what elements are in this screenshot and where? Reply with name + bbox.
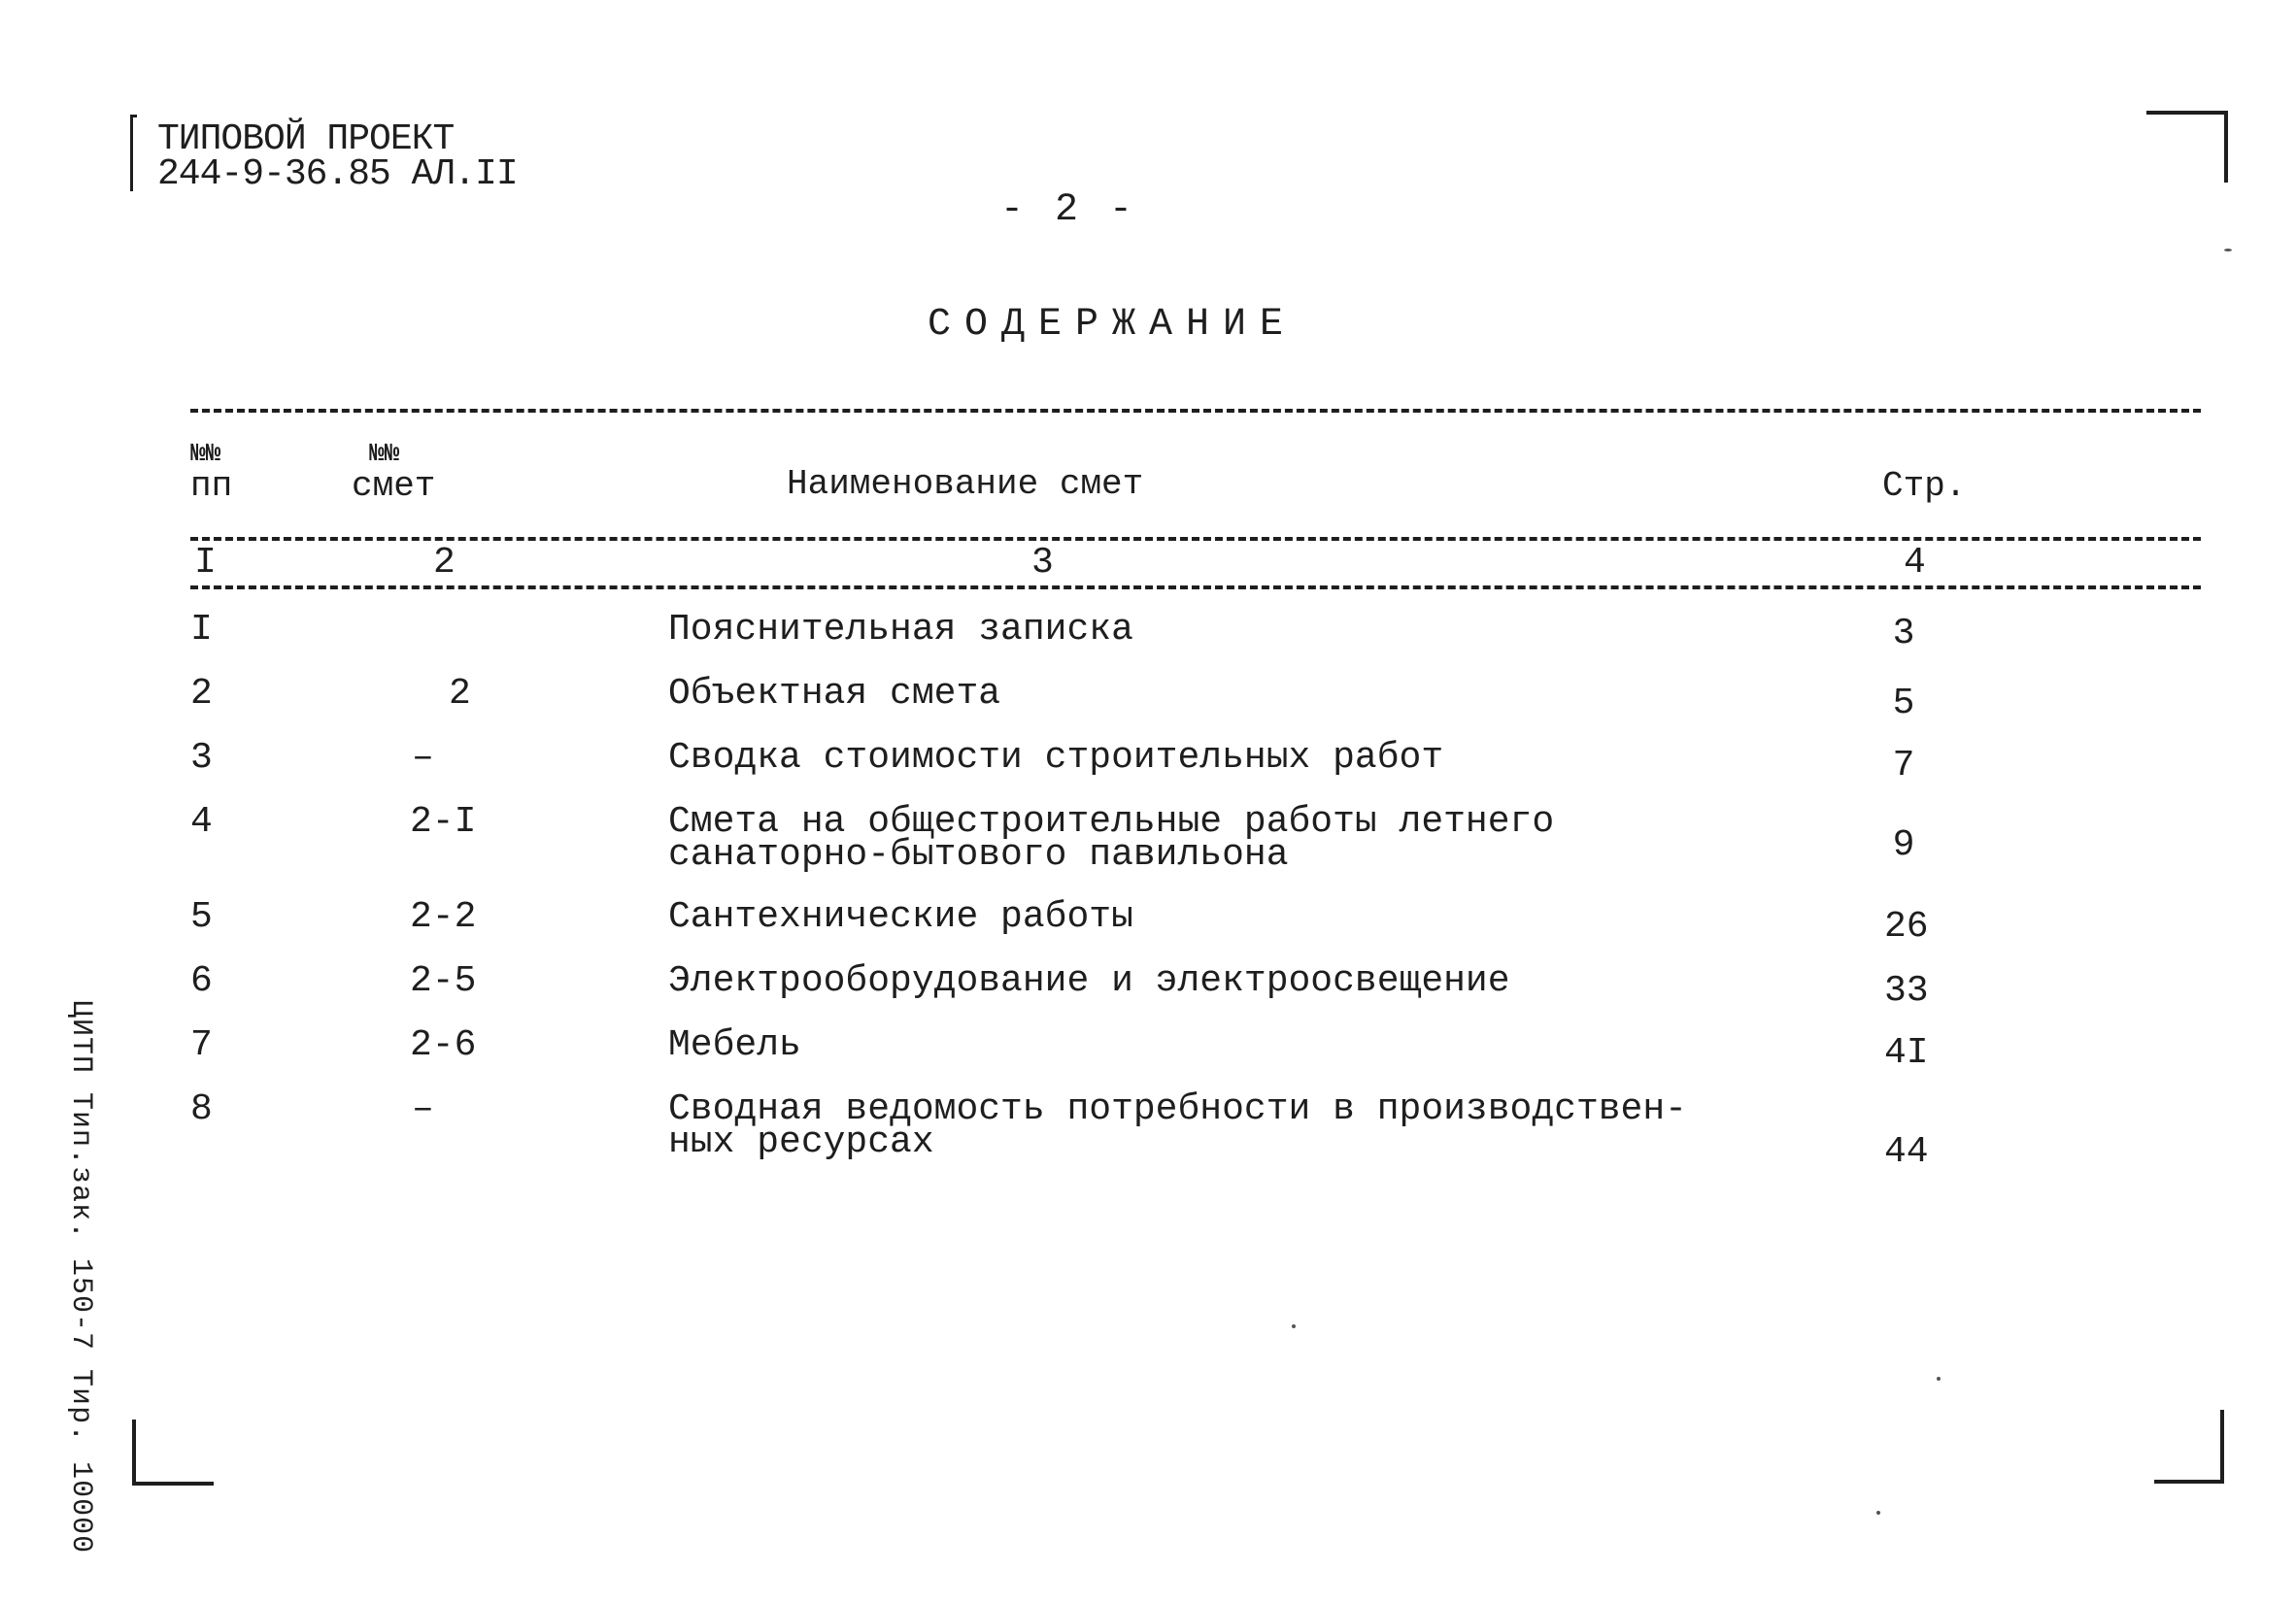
corner-mark-top-right xyxy=(2146,111,2228,183)
corner-mark-bottom-left xyxy=(132,1420,214,1486)
column-number-4: 4 xyxy=(1898,542,1932,584)
row-name: Сводка стоимости строительных работ xyxy=(668,737,1444,779)
column-header-estimate-line1: №№ xyxy=(369,439,400,468)
column-header-number xyxy=(190,437,233,506)
row-number: 7 xyxy=(190,1024,213,1066)
row-estimate: – xyxy=(412,1088,434,1130)
column-header-estimate xyxy=(352,437,436,506)
column-header-name: Наименование смет xyxy=(787,464,1144,504)
corner-mark-bottom-right xyxy=(2154,1410,2224,1484)
row-estimate: 2-5 xyxy=(410,960,477,1002)
project-header-line1: ТИПОВОЙ ПРОЕКТ xyxy=(157,118,455,160)
row-estimate: 2-6 xyxy=(410,1024,477,1066)
row-page: 7 xyxy=(1892,745,1915,786)
row-name: Смета на общестроительные работы летнего санаторно-бытового павильона xyxy=(668,801,1555,876)
row-number: 8 xyxy=(190,1088,213,1130)
scan-speck xyxy=(1292,1324,1296,1328)
row-page: 33 xyxy=(1884,970,1929,1012)
row-number: 5 xyxy=(190,896,213,938)
row-estimate: 2-2 xyxy=(410,896,477,938)
column-header-page: Стр. xyxy=(1882,466,1967,506)
row-estimate: 2 xyxy=(449,673,471,715)
row-estimate: – xyxy=(412,737,434,779)
row-name: Электрооборудование и электроосвещение xyxy=(668,960,1510,1002)
column-header-estimate-line2: смет xyxy=(352,466,436,506)
row-number: 3 xyxy=(190,737,213,779)
row-number: I xyxy=(190,609,213,651)
row-name: Сводная ведомость потребности в производствен- ных ресурсах xyxy=(668,1088,1687,1163)
row-name: Пояснительная записка xyxy=(668,609,1133,651)
row-number: 4 xyxy=(190,801,213,843)
row-name: Мебель xyxy=(668,1024,801,1066)
column-number-1: I xyxy=(188,542,222,584)
row-page: 9 xyxy=(1892,824,1915,866)
page-number: - 2 - xyxy=(1000,188,1137,232)
row-number: 6 xyxy=(190,960,213,1002)
column-header-number-line2: пп xyxy=(190,466,233,506)
row-page: 44 xyxy=(1884,1131,1929,1173)
corner-mark-top-left xyxy=(130,115,137,191)
column-header-number-line1: №№ xyxy=(190,439,221,468)
scan-speck xyxy=(1937,1377,1941,1381)
scan-speck xyxy=(2224,249,2232,251)
column-number-2: 2 xyxy=(427,542,461,584)
project-header xyxy=(157,118,518,195)
column-numbers-divider xyxy=(190,585,2201,589)
row-number: 2 xyxy=(190,673,213,715)
row-page: 4I xyxy=(1884,1032,1929,1074)
header-bottom-divider xyxy=(190,537,2201,541)
row-page: 5 xyxy=(1892,683,1915,724)
document-title: СОДЕРЖАНИЕ xyxy=(928,303,1298,347)
printer-stamp: ЦИТП Тип.зак. 150-7 Тир. 10000 xyxy=(64,1000,97,1554)
project-header-line2: 244-9-36.85 АЛ.II xyxy=(157,153,518,195)
table-top-divider xyxy=(190,409,2201,413)
scan-speck xyxy=(1876,1511,1880,1515)
row-name: Объектная смета xyxy=(668,673,1001,715)
column-number-3: 3 xyxy=(1026,542,1060,584)
row-page: 3 xyxy=(1892,613,1915,654)
row-name: Сантехнические работы xyxy=(668,896,1133,938)
row-page: 26 xyxy=(1884,906,1929,948)
row-estimate: 2-I xyxy=(410,801,477,843)
